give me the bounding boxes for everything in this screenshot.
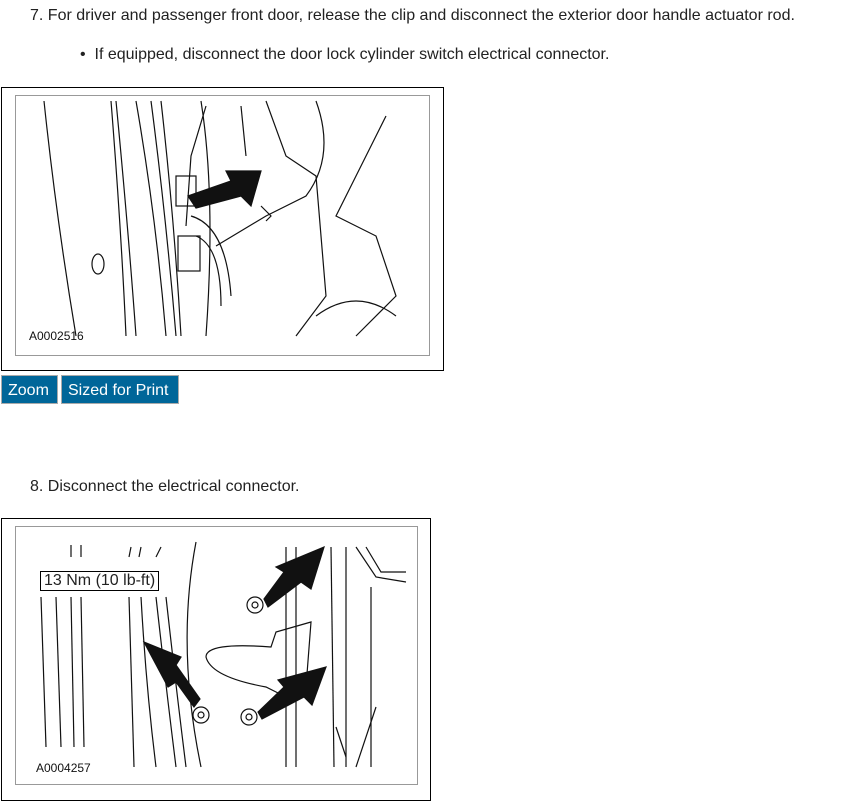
figure-code: A0002516 [29,329,84,343]
step-7 [30,7,795,25]
sized-for-print-button[interactable]: Sized for Print [61,375,179,404]
step-8 [30,478,299,496]
figure-door-handle-actuator [1,87,444,371]
torque-label: 13 Nm (10 lb-ft) [40,571,159,591]
figure-illustration [15,526,418,785]
figure-code: A0004257 [36,761,91,775]
step-text: Disconnect the electrical connector. [47,478,300,495]
step-number: 7. [30,7,44,24]
door-illustration [16,96,429,355]
bullet-text: If equipped, disconnect the door lock cylinder switch electrical connector. [94,46,610,63]
zoom-button[interactable]: Zoom [1,375,58,404]
step-text: For driver and passenger front door, release the clip and disconnect the exterior door handle actuator rod. [47,7,795,24]
figure-illustration [15,95,430,356]
bullet-icon: • [80,46,95,63]
step-number: 8. [30,478,44,495]
figure-electrical-connector [1,518,431,801]
step-7-bullet [80,46,609,64]
door-latch-illustration [16,527,417,784]
